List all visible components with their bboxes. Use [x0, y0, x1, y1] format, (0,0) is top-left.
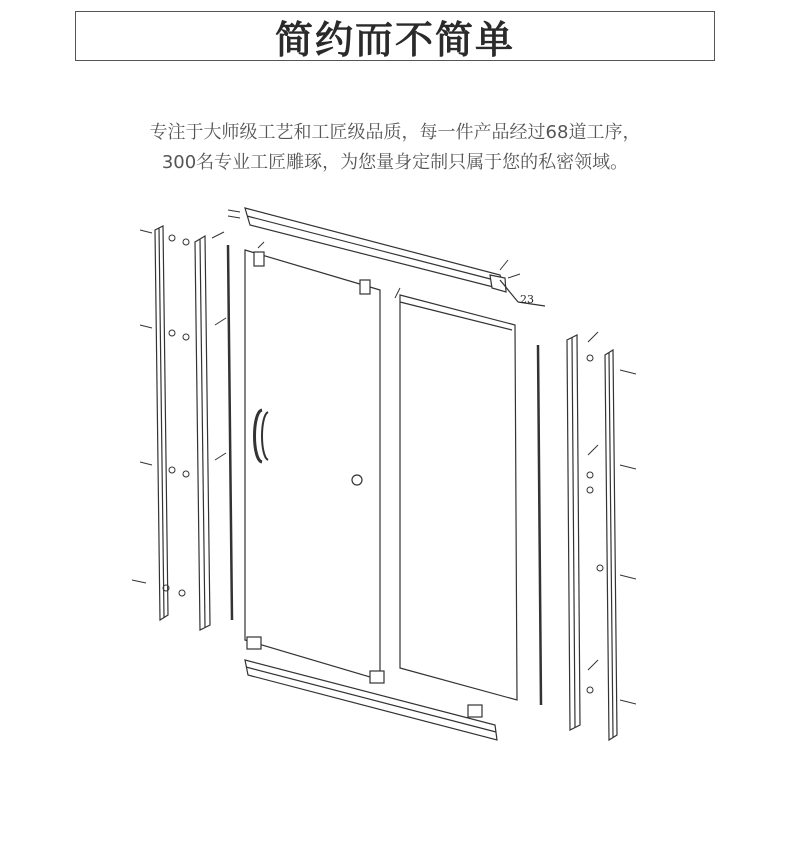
tagline-line-2: 300名专业工匠雕琢，为您量身定制只属于您的私密领域。 — [161, 152, 629, 173]
fixed-glass-panel — [400, 295, 517, 700]
left-screws — [132, 230, 226, 596]
left-seal-strip — [228, 245, 232, 620]
exploded-assembly-diagram — [0, 190, 790, 790]
left-adapter-profile — [195, 236, 210, 630]
tagline-line-1: 专注于大师级工艺和工匠级品质，每一件产品经过68道工序， — [149, 122, 641, 143]
page-title: 简约而不简单 — [274, 17, 515, 62]
title-box — [75, 11, 715, 61]
left-wall-profile — [155, 226, 168, 620]
right-adapter-profile — [567, 335, 580, 730]
callout-label: 23 — [520, 293, 534, 306]
right-wall-profile — [605, 350, 617, 740]
right-seal-strip — [538, 345, 541, 705]
sliding-door-panel — [245, 250, 380, 680]
